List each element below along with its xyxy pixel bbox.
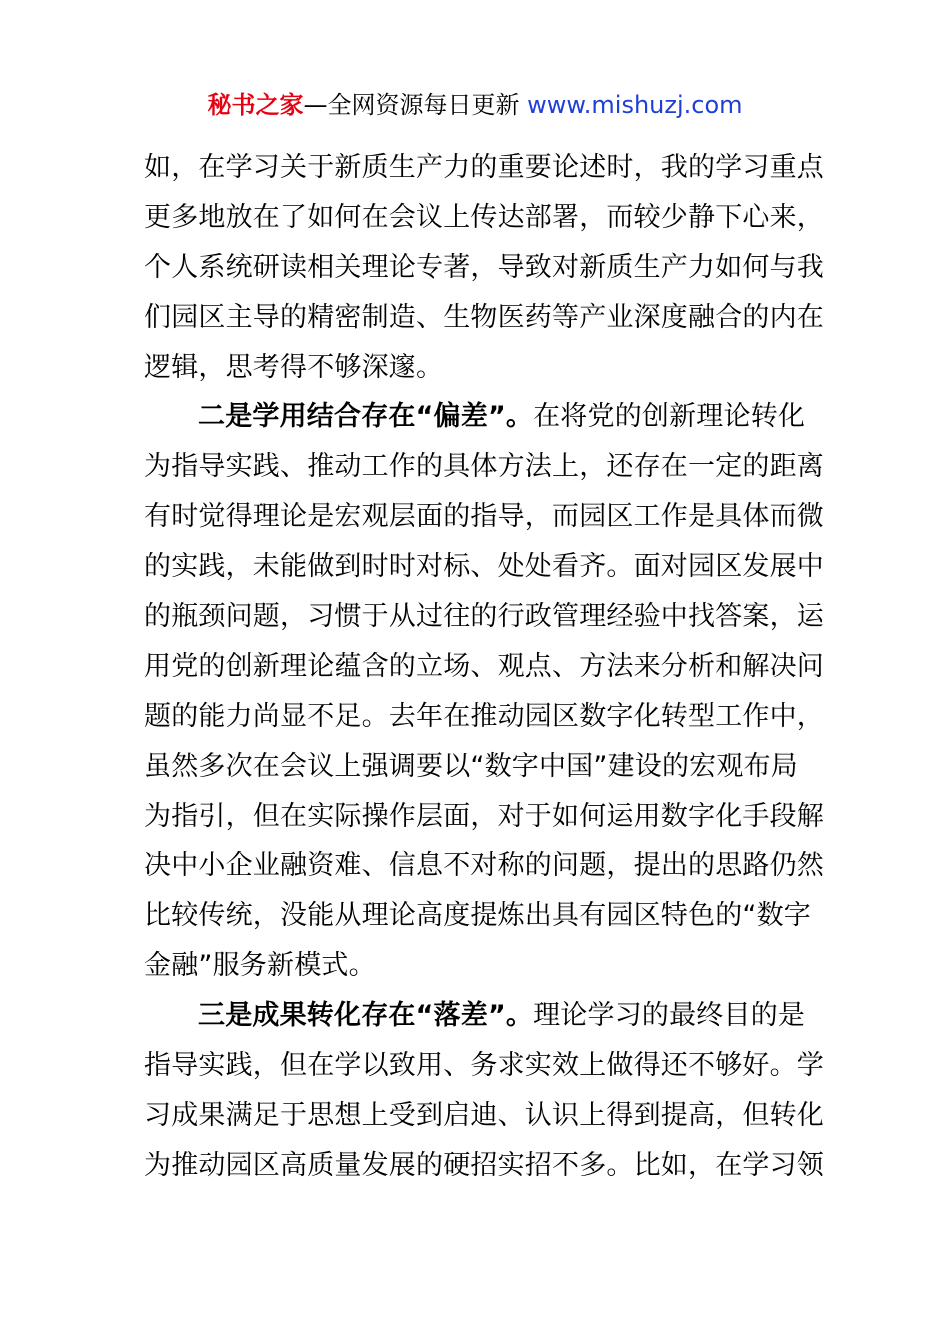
paragraph-2-line-10: 决中小企业融资难、信息不对称的问题，提出的思路仍然 bbox=[144, 850, 824, 882]
paragraph-3-heading: 三是成果转化存在“落差”。 bbox=[198, 1000, 534, 1032]
paragraph-2-line-11: 比较传统，没能从理论高度提炼出具有园区特色的“数字 bbox=[144, 900, 811, 932]
paragraph-2-line-2: 为指导实践、推动工作的具体方法上，还存在一定的距离 bbox=[144, 451, 824, 483]
paragraph-2-line-6: 用党的创新理论蕴含的立场、观点、方法来分析和解决问 bbox=[144, 650, 824, 682]
paragraph-3-first-line-text: 理论学习的最终目的是 bbox=[533, 1000, 806, 1032]
paragraph-2-line-8: 虽然多次在会议上强调要以“数字中国”建设的宏观布局 bbox=[144, 750, 798, 782]
paragraph-1-line-4: 们园区主导的精密制造、生物医药等产业深度融合的内在 bbox=[144, 301, 824, 333]
paragraph-2-first-line-text: 在将党的创新理论转化 bbox=[533, 401, 806, 433]
paragraph-2-line-5: 的瓶颈问题，习惯于从过往的行政管理经验中找答案，运 bbox=[144, 601, 824, 633]
paragraph-1-line-3: 个人系统研读相关理论专著，导致对新质生产力如何与我 bbox=[144, 251, 824, 283]
header-url-link[interactable]: www.mishuzj.com bbox=[527, 91, 743, 119]
paragraph-2-line-12: 金融”服务新模式。 bbox=[144, 950, 376, 982]
paragraph-1-line-2: 更多地放在了如何在会议上传达部署，而较少静下心来， bbox=[144, 201, 824, 233]
paragraph-3-first-line bbox=[144, 991, 808, 1041]
paragraph-1-line-1: 如，在学习关于新质生产力的重要论述时，我的学习重点 bbox=[144, 152, 824, 183]
paragraph-3-line-3: 习成果满足于思想上受到启迪、认识上得到提高，但转化 bbox=[144, 1099, 824, 1131]
paragraph-2-line-9: 为指引，但在实际操作层面，对于如何运用数字化手段解 bbox=[144, 800, 824, 832]
paragraph-3-line-2: 指导实践，但在学以致用、务求实效上做得还不够好。学 bbox=[144, 1050, 824, 1082]
paragraph-2-line-3: 有时觉得理论是宏观层面的指导，而园区工作是具体而微 bbox=[144, 501, 824, 533]
paragraph-2-line-4: 的实践，未能做到时时对标、处处看齐。面对园区发展中 bbox=[144, 551, 824, 583]
header-brand: 秘书之家 bbox=[207, 91, 304, 119]
paragraph-2-first-line bbox=[144, 392, 808, 442]
paragraph-2-line-7: 题的能力尚显不足。去年在推动园区数字化转型工作中， bbox=[144, 700, 824, 732]
header-slogan: —全网资源每日更新 bbox=[303, 91, 528, 119]
paragraph-1-line-5: 逻辑，思考得不够深邃。 bbox=[144, 351, 444, 383]
paragraph-3-line-4: 为推动园区高质量发展的硬招实招不多。比如，在学习领 bbox=[144, 1149, 824, 1181]
page-header bbox=[0, 88, 950, 122]
paragraph-2-heading: 二是学用结合存在“偏差”。 bbox=[198, 401, 534, 433]
document-body bbox=[144, 143, 824, 1191]
